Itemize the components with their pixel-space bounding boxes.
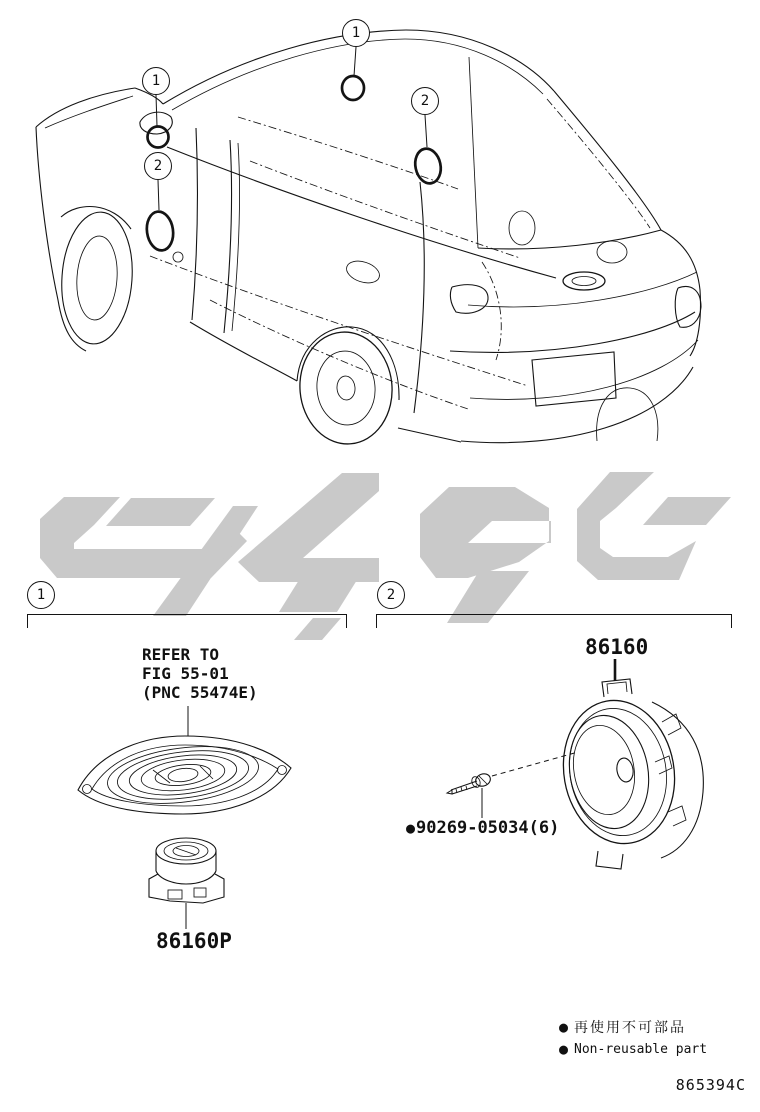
legend-text-english: Non-reusable part [574, 1041, 708, 1057]
car-callout-1-left[interactable] [142, 67, 170, 95]
screw-drawing [447, 752, 578, 818]
legend-row-english [559, 1038, 707, 1060]
section-2-callout[interactable] [377, 581, 405, 609]
taillight-left [450, 285, 488, 314]
callout-number: 1 [151, 73, 161, 89]
refer-note-line: FIG 55-01 [142, 664, 229, 683]
callout-number: 2 [153, 158, 163, 174]
non-reusable-bullet-icon: ● [559, 1018, 569, 1036]
diagram-code: 865394C [675, 1076, 746, 1094]
part-number-screw[interactable] [406, 820, 559, 837]
refer-note [142, 645, 258, 702]
legend [559, 1016, 707, 1060]
section-2-bracket [376, 614, 732, 628]
car-body-outline [36, 30, 701, 443]
callout-number: 1 [351, 25, 361, 41]
tweeter-location-right [342, 76, 364, 100]
callout-number: 1 [36, 587, 46, 603]
front-left-wheel [57, 210, 136, 347]
car-callout-1-right[interactable] [342, 19, 370, 47]
car-location-drawing [0, 0, 760, 470]
part-number-86160P[interactable]: 86160P [156, 929, 232, 953]
rear-right-wheel [597, 388, 658, 441]
car-rear-details [450, 272, 701, 441]
trunk-emblem [563, 272, 605, 290]
legend-text-japanese: 再使用不可部品 [574, 1020, 687, 1036]
section-1-bracket [27, 614, 347, 628]
callout-number: 2 [386, 587, 396, 603]
car-callout-2-left[interactable] [144, 152, 172, 180]
non-reusable-bullet-icon: ● [406, 819, 416, 837]
tweeter-speaker-drawing [149, 838, 224, 929]
fastener-part-number: 90269-05034(6) [416, 818, 560, 838]
car-callout-2-right[interactable] [411, 87, 439, 115]
refer-note-line: REFER TO [142, 645, 220, 664]
callout-number: 2 [420, 93, 430, 109]
tweeter-location-left [148, 127, 169, 148]
non-reusable-bullet-icon: ● [559, 1040, 569, 1058]
door-speaker-location-right [412, 146, 444, 185]
car-interior-phantom-lines [150, 117, 627, 409]
part-number-86160[interactable]: 86160 [585, 635, 649, 659]
legend-row-japanese [559, 1016, 707, 1038]
seat-headrest [509, 211, 535, 245]
seat-headrest [597, 241, 627, 263]
refer-note-line: (PNC 55474E) [142, 683, 258, 702]
car-doors-pillars [140, 112, 424, 413]
speaker-location-markers [144, 47, 443, 252]
door-speaker-location-left [144, 210, 175, 252]
oval-speaker-drawing [78, 706, 291, 814]
door-speaker-drawing [552, 659, 703, 869]
section-1-callout[interactable] [27, 581, 55, 609]
